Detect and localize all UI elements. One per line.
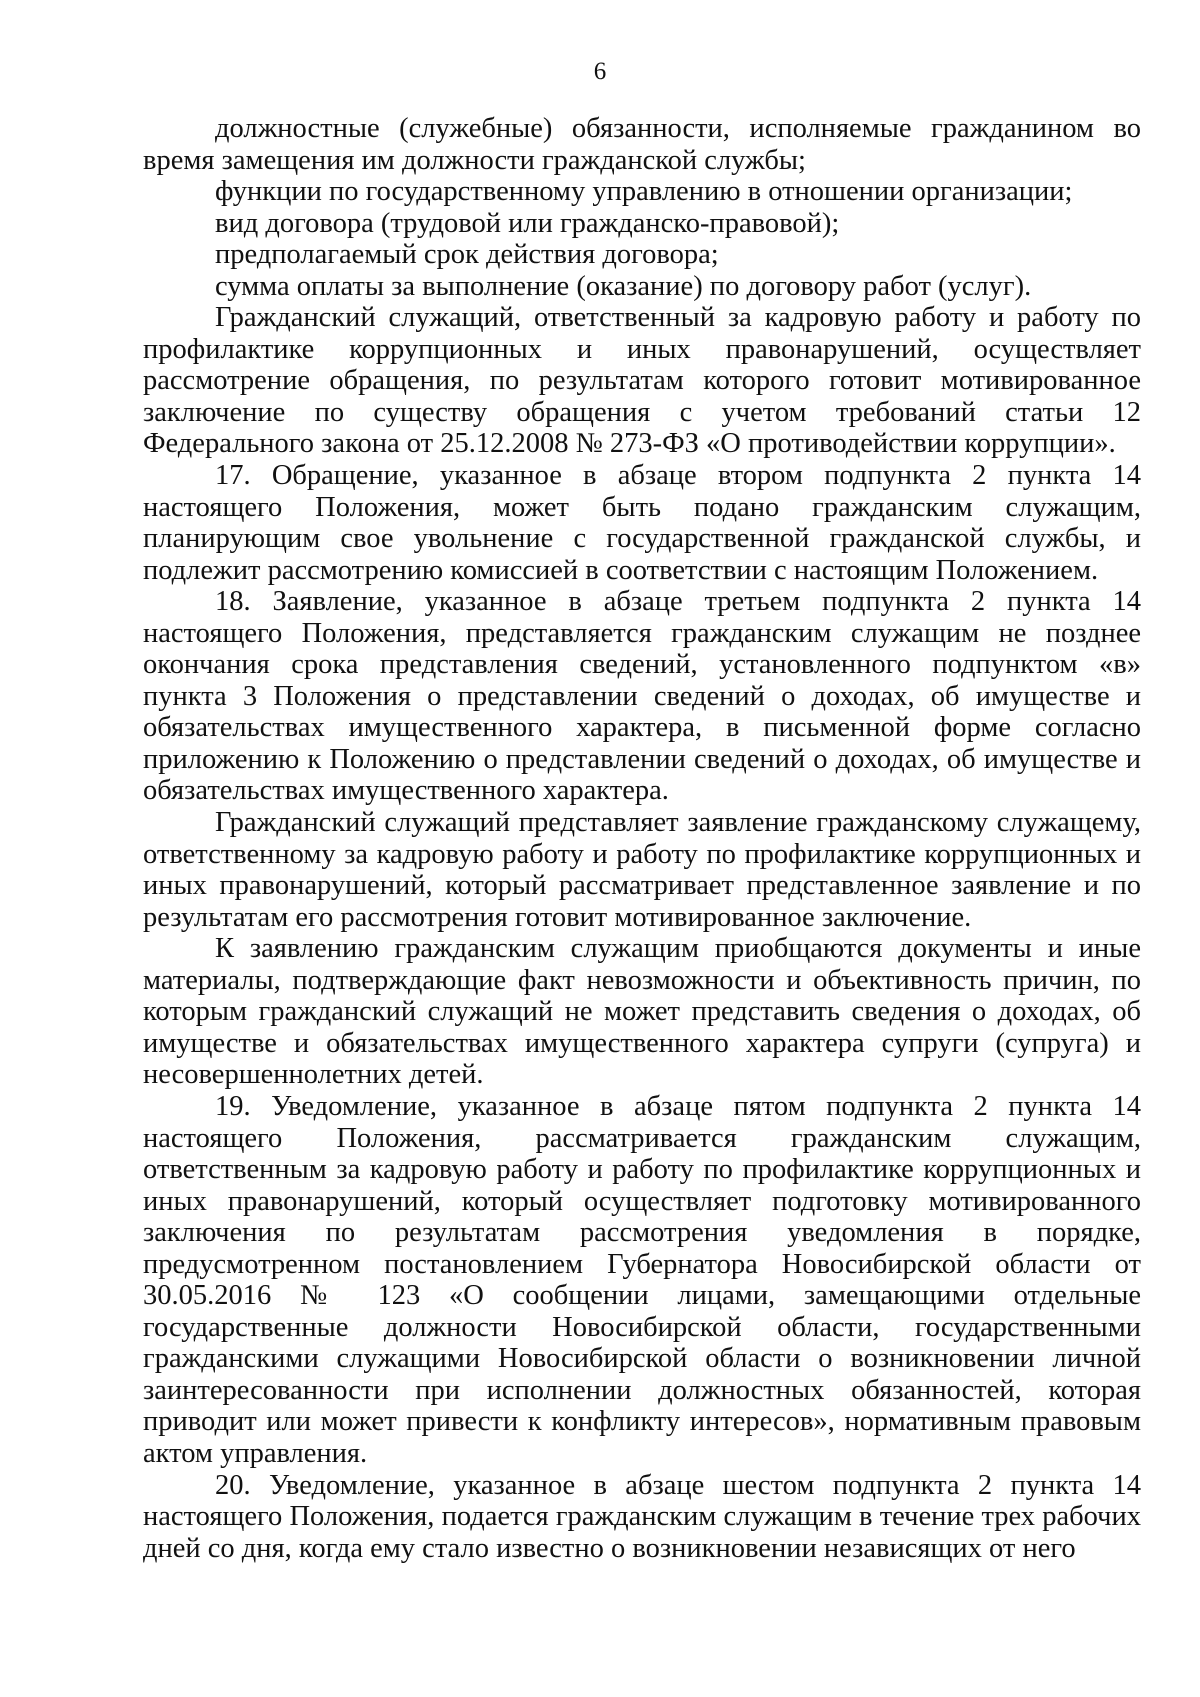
paragraph-17: 17. Обращение, указанное в абзаце втором подпункта 2 пункта 14 настоящего Положения, может быть подано гражданским служащим, планирующим свое увольнение с государственной гражданской службы, и подлежит рассмотрению комиссией в соответствии с настоящим Положением. <box>143 460 1141 586</box>
paragraph-statement-attachments: К заявлению гражданским служащим приобщаются документы и иные материалы, подтверждающие факт невозможности и объективность причин, по которым гражданский служащий не может представить сведения о доходах, об имуществе и обязательствах имущественного характера супруги (супруга) и несовершеннолетних детей. <box>143 933 1141 1091</box>
document-body <box>143 113 1141 1564</box>
paragraph-contract-type: вид договора (трудовой или гражданско-правовой); <box>215 207 840 239</box>
paragraph-payment-amount: сумма оплаты за выполнение (оказание) по договору работ (услуг). <box>215 270 1032 302</box>
paragraph-20: 20. Уведомление, указанное в абзаце шестом подпункта 2 пункта 14 настоящего Положения, подается гражданским служащим в течение трех рабочих дней со дня, когда ему стало известно о возникновении независящих от него <box>143 1469 1141 1564</box>
paragraph-functions: функции по государственному управлению в отношении организации; <box>215 176 1073 208</box>
paragraph-contract-term: предполагаемый срок действия договора; <box>215 239 719 271</box>
paragraph-appeal-review: Гражданский служащий, ответственный за кадровую работу и работу по профилактике коррупционных и иных правонарушений, осуществляет рассмотрение обращения, по результатам которого готовит мотивированное заключение по существу обращения с учетом требований статьи 12 Федерального закона от 25.12.2008 № 273-ФЗ «О противодействии коррупции». <box>143 302 1141 460</box>
page-number: 6 <box>593 58 607 85</box>
paragraph-18: 18. Заявление, указанное в абзаце третьем подпункта 2 пункта 14 настоящего Положения, представляется гражданским служащим не позднее окончания срока представления сведений, установленного подпунктом «в» пункта 3 Положения о представлении сведений о доходах, об имуществе и обязательствах имущественного характера, в письменной форме согласно приложению к Положению о представлении сведений о доходах, об имуществе и обязательствах имущественного характера. <box>143 586 1141 807</box>
paragraph-duties: должностные (служебные) обязанности, исполняемые гражданином во время замещения им должности гражданской службы; <box>143 113 1141 176</box>
paragraph-19: 19. Уведомление, указанное в абзаце пятом подпункта 2 пункта 14 настоящего Положения, рассматривается гражданским служащим, ответственным за кадровую работу и работу по профилактике коррупционных и иных правонарушений, который осуществляет подготовку мотивированного заключения по результатам рассмотрения уведомления в порядке, предусмотренном постановлением Губернатора Новосибирской области от 30.05.2016 № 123 «О сообщении лицами, замещающими отдельные государственные должности Новосибирской области, государственными гражданскими служащими Новосибирской области о возникновении личной заинтересованности при исполнении должностных обязанностей, которая приводит или может привести к конфликту интересов», нормативным правовым актом управления. <box>143 1090 1141 1469</box>
paragraph-statement-review: Гражданский служащий представляет заявление гражданскому служащему, ответственному за кадровую работу и работу по профилактике коррупционных и иных правонарушений, который рассматривает представленное заявление и по результатам его рассмотрения готовит мотивированное заключение. <box>143 807 1141 933</box>
